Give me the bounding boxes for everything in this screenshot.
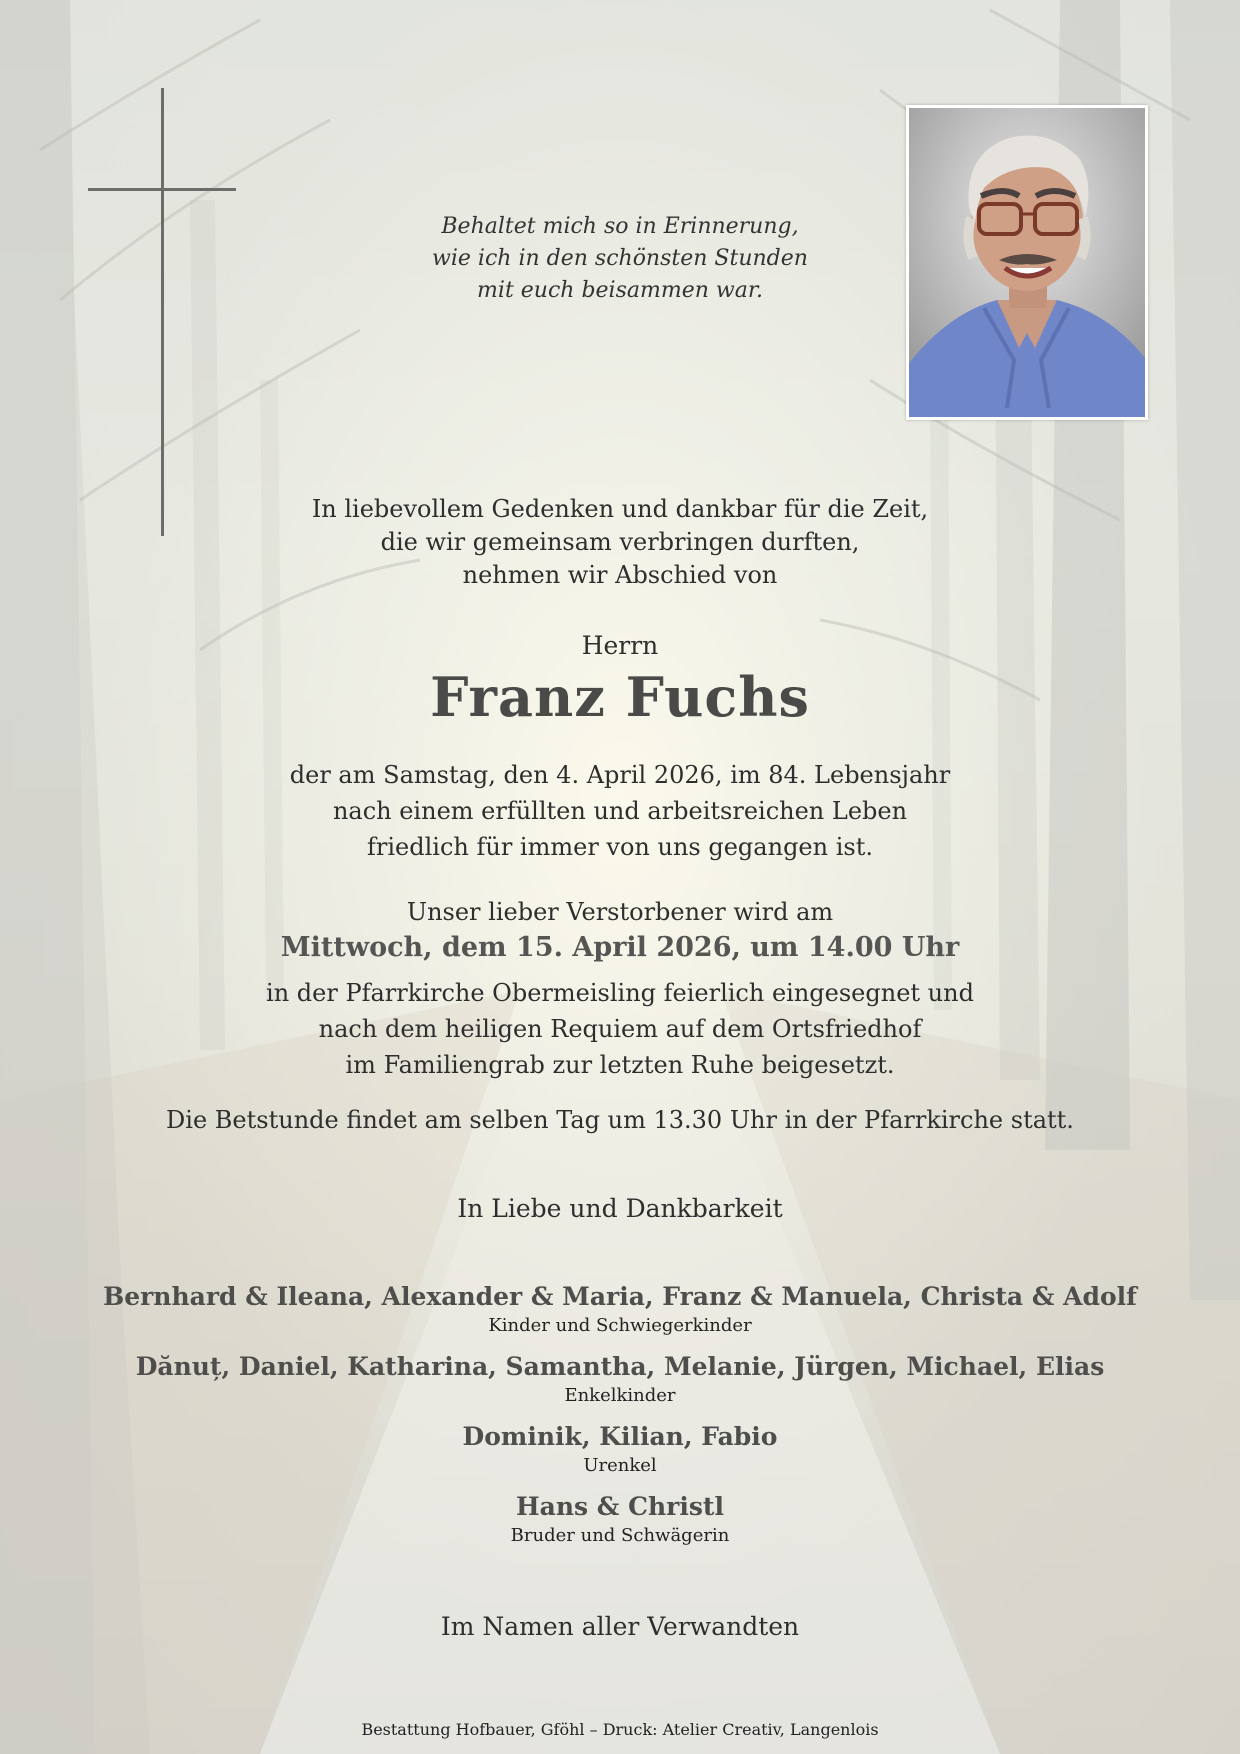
mourner-group: [0, 1490, 1240, 1548]
mourner-names: Bernhard & Ileana, Alexander & Maria, Franz & Manuela, Christa & Adolf: [103, 1282, 1137, 1311]
salutation: Herrn: [581, 631, 659, 660]
intro-line: nehmen wir Abschied von: [462, 561, 778, 589]
mourner-relation: Urenkel: [583, 1455, 657, 1476]
prayer-notice: Die Betstunde findet am selben Tag um 13.30 Uhr in der Pfarrkirche statt.: [166, 1106, 1074, 1134]
death-line: nach einem erfüllten und arbeitsreichen Leben: [332, 797, 908, 825]
cross-icon: [161, 88, 164, 536]
mourner-names: Dominik, Kilian, Fabio: [462, 1422, 778, 1451]
funeral-lead: Unser lieber Verstorbener wird am: [406, 898, 834, 926]
funeral-details: [0, 975, 1240, 1083]
portrait-photo: [906, 105, 1148, 420]
cross-bar: [88, 188, 236, 191]
mourner-relation: Enkelkinder: [564, 1385, 676, 1406]
mourner-names: Dănuț, Daniel, Katharina, Samantha, Melanie, Jürgen, Michael, Elias: [135, 1352, 1105, 1381]
death-notice: [0, 757, 1240, 865]
funeral-date: Mittwoch, dem 15. April 2026, um 14.00 Uhr: [280, 932, 960, 963]
footer-credits: Bestattung Hofbauer, Gföhl – Druck: Atelier Creativ, Langenlois: [361, 1720, 879, 1739]
mourners-list: [0, 1280, 1240, 1560]
intro-text: [0, 493, 1240, 592]
portrait-image: [909, 108, 1145, 417]
funeral-line: im Familiengrab zur letzten Ruhe beigesetzt.: [345, 1051, 895, 1079]
memorial-quote: [380, 211, 860, 307]
intro-line: In liebevollem Gedenken und dankbar für die Zeit,: [311, 495, 929, 523]
quote-line: wie ich in den schönsten Stunden: [432, 246, 808, 271]
closing-phrase: In Liebe und Dankbarkeit: [457, 1194, 783, 1223]
mourner-relation: Bruder und Schwägerin: [510, 1525, 730, 1546]
quote-line: mit euch beisammen war.: [477, 278, 763, 303]
funeral-line: nach dem heiligen Requiem auf dem Ortsfriedhof: [318, 1015, 922, 1043]
mourner-relation: Kinder und Schwiegerkinder: [488, 1315, 752, 1336]
intro-line: die wir gemeinsam verbringen durften,: [380, 528, 860, 556]
mourner-group: [0, 1280, 1240, 1338]
death-line: der am Samstag, den 4. April 2026, im 84. Lebensjahr: [289, 761, 951, 789]
death-line: friedlich für immer von uns gegangen ist.: [367, 833, 873, 861]
on-behalf-line: Im Namen aller Verwandten: [440, 1612, 800, 1641]
mourner-group: [0, 1420, 1240, 1478]
deceased-name: Franz Fuchs: [430, 665, 810, 729]
quote-line: Behaltet mich so in Erinnerung,: [441, 214, 799, 239]
mourner-names: Hans & Christl: [516, 1492, 724, 1521]
mourner-group: [0, 1350, 1240, 1408]
funeral-line: in der Pfarrkirche Obermeisling feierlich eingesegnet und: [266, 979, 974, 1007]
